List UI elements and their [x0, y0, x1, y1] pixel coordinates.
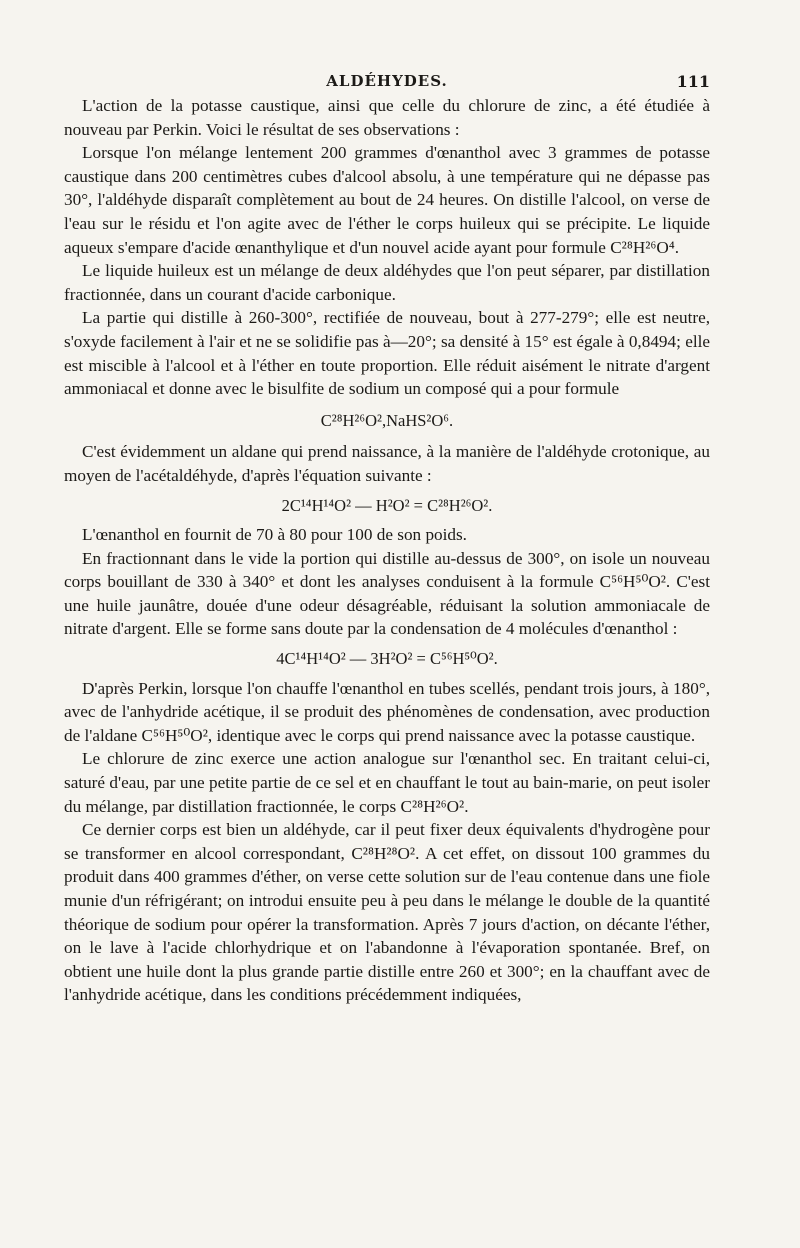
chemical-formula: C²⁸H²⁶O²,NaHS²O⁶. [320, 410, 454, 430]
chemical-equation: 4C¹⁴H¹⁴O² — 3H²O² = C⁵⁶H⁵⁰O². [276, 649, 498, 669]
paragraph: Lorsque l'on mélange lentement 200 grammes d'œnanthol avec 3 grammes de potasse caustique dans 200 centimètres cubes d'alcool absolu, à une température qui ne dépasse pas 30°, l'aldéhyde disparaît complètement au bout de 24 heures. On distille l'alcool, on verse de l'eau sur le résidu et l'on agite avec de l'éther le corps huileux qui se précipite. Le liquide aqueux s'empare d'acide œnanthylique et d'un nouvel acide ayant pour formule C²⁸H²⁶O⁴. [64, 143, 710, 257]
chemical-equation: 2C¹⁴H¹⁴O² — H²O² = C²⁸H²⁶O². [281, 495, 493, 515]
paragraph: Le chlorure de zinc exerce une action analogue sur l'œnanthol sec. En traitant celui-ci, saturé d'eau, par une petite partie de ce sel et en chauffant le tout au bain-marie, on peut isoler du mélange, par distillation fractionnée, le corps C²⁸H²⁶O². [64, 749, 710, 816]
page-header [64, 64, 710, 94]
paragraph: C'est évidemment un aldane qui prend naissance, à la manière de l'aldéhyde crotonique, au moyen de l'acétaldéhyde, d'après l'équation suivante : [64, 442, 710, 485]
paragraph: L'action de la potasse caustique, ainsi que celle du chlorure de zinc, a été étudiée à nouveau par Perkin. Voici le résultat de ses observations : [64, 96, 710, 139]
paragraph: L'œnanthol en fournit de 70 à 80 pour 100 de son poids. [82, 525, 467, 545]
page-number: 111 [676, 72, 710, 91]
paragraph: Ce dernier corps est bien un aldéhyde, car il peut fixer deux équivalents d'hydrogène pour se transformer en alcool correspondant, C²⁸H²⁸O². A cet effet, on dissout 100 grammes du produit dans 400 grammes d'éther, on verse cette solution sur de l'eau contenue dans une fiole munie d'un réfrigérant; on introdui ensuite peu à peu dans le mélange le double de la quantité théorique de sodium pour opérer la transformation. Après 7 jours d'action, on décante l'éther, on le lave à l'acide chlorhydrique et on l'abandonne à l'évaporation spontanée. Bref, on obtient une huile dont la plus grande partie distille entre 260 et 300°; en la chauffant avec de l'anhydride acétique, dans les conditions précédemment indiquées, [64, 820, 710, 1005]
running-title: ALDÉHYDES. [326, 72, 448, 90]
paragraph: La partie qui distille à 260-300°, rectifiée de nouveau, bout à 277-279°; elle est neutre, s'oxyde facilement à l'air et ne se solidifie pas à—20°; sa densité à 15° est égale à 0,8494; elle est miscible à l'alcool et à l'éther en toute proportion. Elle réduit aisément le nitrate d'argent ammoniacal et donne avec le bisulfite de sodium un composé qui a pour formule [64, 308, 710, 399]
paragraph: En fractionnant dans le vide la portion qui distille au-dessus de 300°, on isole un nouveau corps bouillant de 330 à 340° et dont les analyses conduisent à la formule C⁵⁶H⁵⁰O². C'est une huile jaunâtre, douée d'une odeur désagréable, réduisant la solution ammoniacale de nitrate d'argent. Elle se forme sans doute par la condensation de 4 molécules d'œnanthol : [64, 548, 710, 639]
body-text [64, 94, 710, 1007]
paragraph: Le liquide huileux est un mélange de deux aldéhydes que l'on peut séparer, par distillation fractionnée, dans un courant d'acide carbonique. [64, 261, 710, 304]
paragraph: D'après Perkin, lorsque l'on chauffe l'œnanthol en tubes scellés, pendant trois jours, à 180°, avec de l'anhydride acétique, il se produit des phénomènes de condensation, avec production de l'aldane C⁵⁶H⁵⁰O², identique avec le corps qui prend naissance avec la potasse caustique. [64, 678, 710, 745]
